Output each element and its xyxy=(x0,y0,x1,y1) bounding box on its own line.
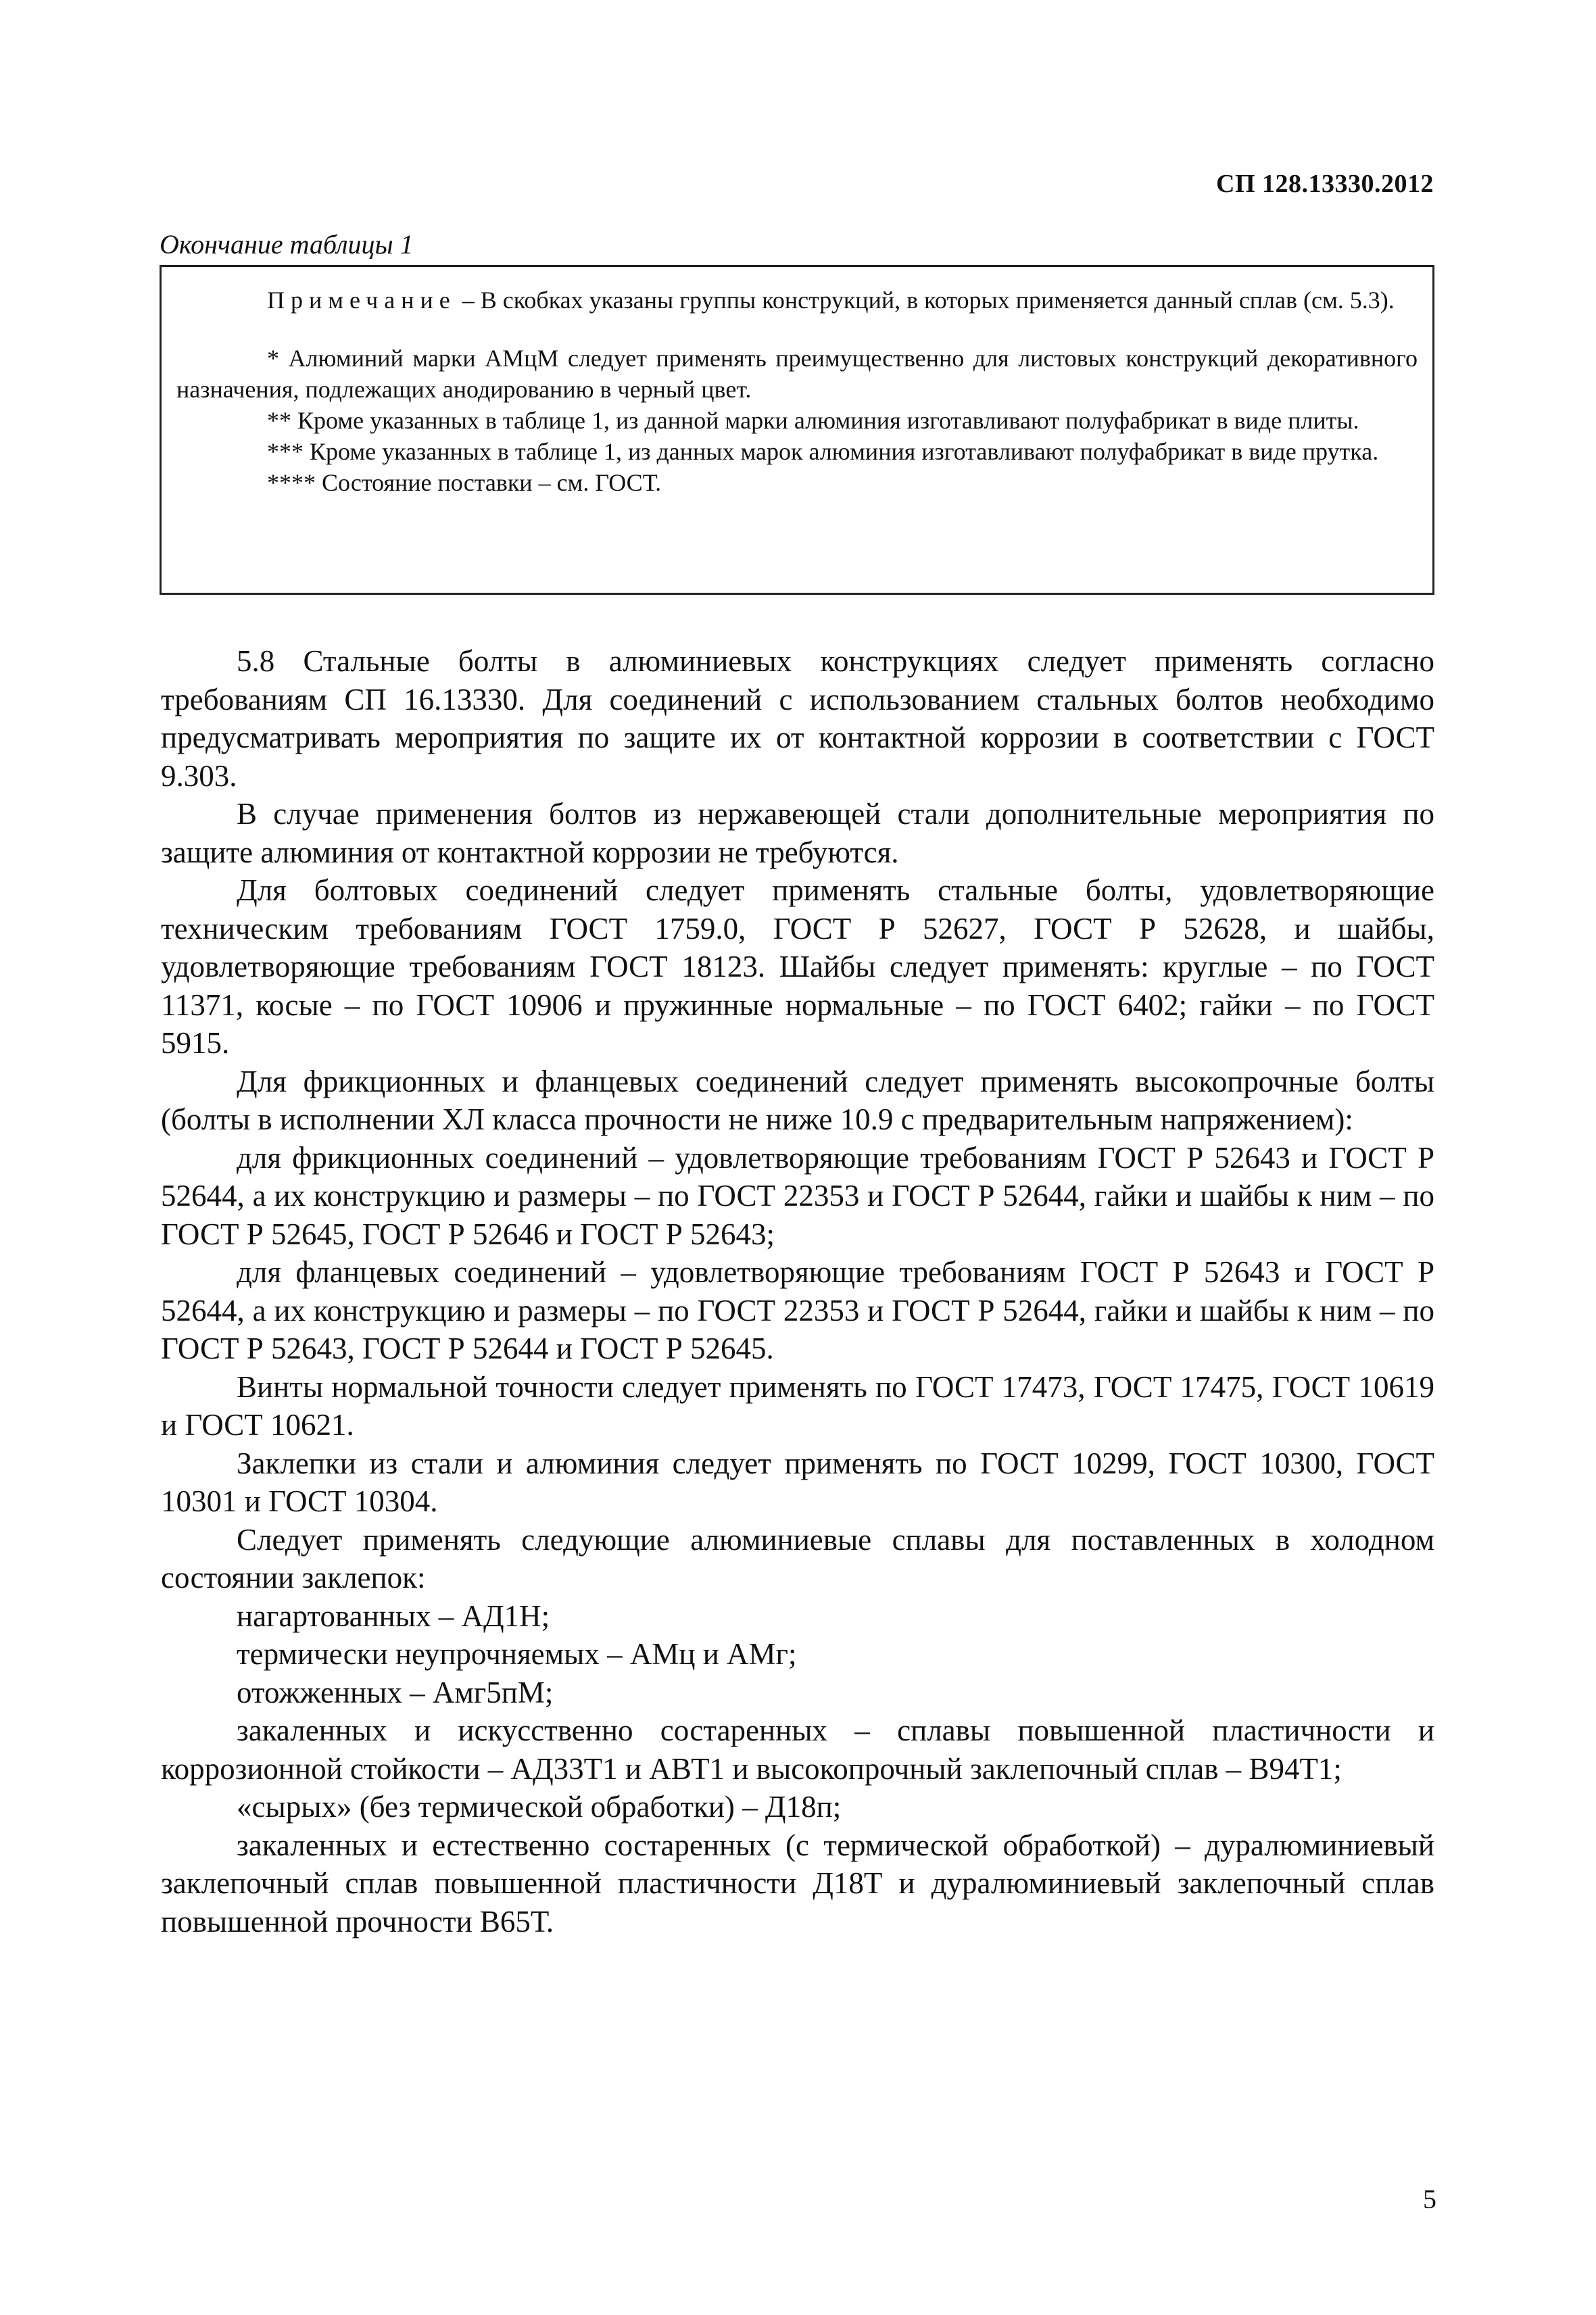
list-item: закаленных и естественно состаренных (с термической обработкой) – дуралюминиевый заклепочный сплав повышенной пластичности Д18Т и дуралюминиевый заклепочный сплав повышенной прочности В65Т. xyxy=(161,1828,1434,1939)
paragraph: Заклепки из стали и алюминия следует применять по ГОСТ 10299, ГОСТ 10300, ГОСТ 10301 и ГОСТ 10304. xyxy=(161,1446,1434,1518)
list-item: отожженных – Амг5пМ; xyxy=(237,1675,554,1709)
paragraph: Винты нормальной точности следует применять по ГОСТ 17473, ГОСТ 17475, ГОСТ 10619 и ГОСТ 10621. xyxy=(161,1369,1434,1442)
note-text: – В скобках указаны группы конструкций, в которых применяется данный сплав (см. 5.3). xyxy=(456,287,1395,314)
note-paragraph xyxy=(176,285,1418,316)
footnote-1: * Алюминий марки АМцМ следует применять преимущественно для листовых конструкций декоративного назначения, подлежащих анодированию в черный цвет. xyxy=(176,345,1418,403)
paragraph: В случае применения болтов из нержавеющей стали дополнительные мероприятия по защите алюминия от контактной коррозии не требуются. xyxy=(161,797,1434,869)
table-continuation-caption: Окончание таблицы 1 xyxy=(160,229,414,260)
list-item: термически неупрочняемых – АМц и АМг; xyxy=(237,1637,797,1671)
list-item: «сырых» (без термической обработки) – Д18п; xyxy=(237,1790,842,1824)
document-code: СП 128.13330.2012 xyxy=(1216,170,1434,198)
paragraph: для фрикционных соединений – удовлетворяющие требованиям ГОСТ Р 52643 и ГОСТ Р 52644, а их конструкцию и размеры – по ГОСТ 22353 и ГОСТ Р 52644, гайки и шайбы к ним – по ГОСТ Р 52645, ГОСТ Р 52646 и ГОСТ Р 52643; xyxy=(161,1140,1434,1251)
body-text xyxy=(161,642,1434,1941)
list-item: закаленных и искусственно состаренных – сплавы повышенной пластичности и коррозионной стойкости – АД33Т1 и АВТ1 и высокопрочный заклепочный сплав – В94Т1; xyxy=(161,1713,1434,1786)
table-note-box xyxy=(160,265,1434,595)
note-label: Примечание xyxy=(267,287,456,314)
footnote-3: *** Кроме указанных в таблице 1, из данных марок алюминия изготавливают полуфабрикат в виде прутка. xyxy=(267,438,1379,465)
page-number: 5 xyxy=(1423,2184,1436,2214)
list-item: нагартованных – АД1Н; xyxy=(237,1599,550,1633)
footnote-4: **** Состояние поставки – см. ГОСТ. xyxy=(267,469,662,496)
paragraph: Следует применять следующие алюминиевые сплавы для поставленных в холодном состоянии заклепок: xyxy=(161,1522,1434,1594)
paragraph-5-8: 5.8 Стальные болты в алюминиевых конструкциях следует применять согласно требованиям СП 16.13330. Для соединений с использованием стальных болтов необходимо предусматривать мероприятия по защите их от контактной коррозии в соответствии с ГОСТ 9.303. xyxy=(161,644,1434,793)
paragraph: Для фрикционных и фланцевых соединений следует применять высокопрочные болты (болты в исполнении ХЛ класса прочности не ниже 10.9 с предварительным напряжением): xyxy=(161,1064,1434,1136)
footnote-2: ** Кроме указанных в таблице 1, из данной марки алюминия изготавливают полуфабрикат в виде плиты. xyxy=(267,407,1359,434)
paragraph: Для болтовых соединений следует применять стальные болты, удовлетворяющие техническим требованиям ГОСТ 1759.0, ГОСТ Р 52627, ГОСТ Р 52628, и шайбы, удовлетворяющие требованиям ГОСТ 18123. Шайбы следует применять: круглые – по ГОСТ 11371, косые – по ГОСТ 10906 и пружинные нормальные – по ГОСТ 6402; гайки – по ГОСТ 5915. xyxy=(161,873,1434,1060)
paragraph: для фланцевых соединений – удовлетворяющие требованиям ГОСТ Р 52643 и ГОСТ Р 52644, а их конструкцию и размеры – по ГОСТ 22353 и ГОСТ Р 52644, гайки и шайбы к ним – по ГОСТ Р 52643, ГОСТ Р 52644 и ГОСТ Р 52645. xyxy=(161,1255,1434,1365)
